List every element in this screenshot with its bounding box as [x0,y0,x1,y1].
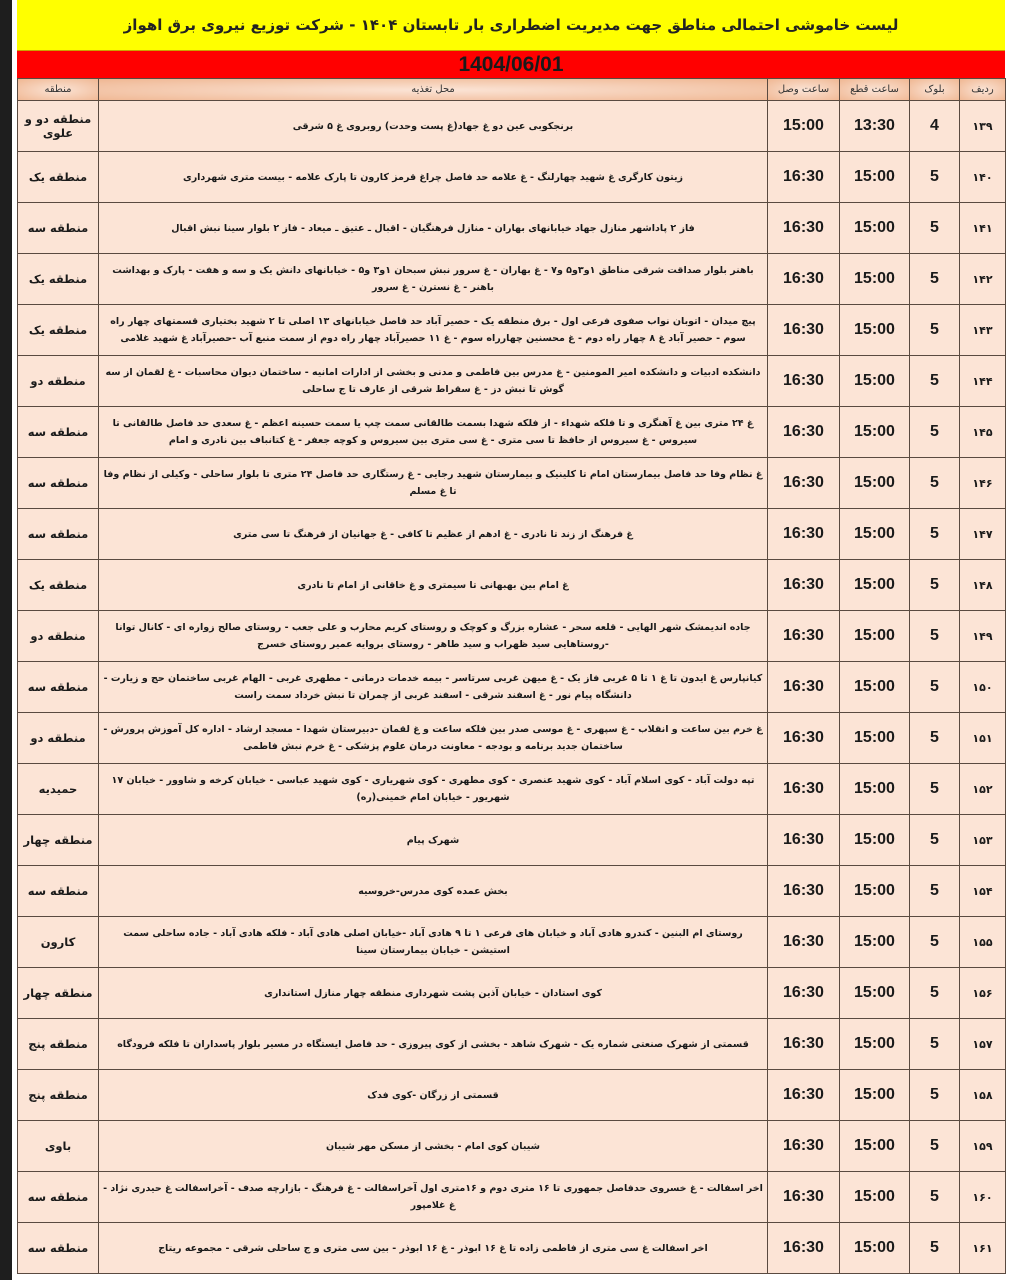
cut-time-cell: 15:00 [840,662,910,713]
cut-time-cell: 15:00 [840,458,910,509]
row-number-cell: ۱۵۲ [960,764,1006,815]
region-cell: منطقه سه [18,203,99,254]
cut-time-cell: 15:00 [840,917,910,968]
cut-time-cell: 15:00 [840,152,910,203]
table-row [18,254,1006,305]
region-cell: کارون [18,917,99,968]
table-row [18,866,1006,917]
cut-time-cell: 15:00 [840,1121,910,1172]
location-cell: شهرک پیام [99,815,768,866]
row-number-cell: ۱۴۰ [960,152,1006,203]
cut-time-cell: 15:00 [840,407,910,458]
cut-time-cell: 15:00 [840,1070,910,1121]
row-number-cell: ۱۴۲ [960,254,1006,305]
block-cell: 5 [910,713,960,764]
schedule-date: 1404/06/01 [458,52,564,76]
cut-time-cell: 15:00 [840,203,910,254]
row-number-cell: ۱۵۸ [960,1070,1006,1121]
row-number-cell: ۱۵۶ [960,968,1006,1019]
cut-time-cell: 15:00 [840,1172,910,1223]
table-row [18,152,1006,203]
cut-time-cell: 15:00 [840,1223,910,1274]
location-cell: باهنر بلوار صداقت شرقی مناطق ۱و۳و۵ و۷ - غ بهاران - غ سرور نبش سبحان ۱و۳ و۵ - خیابانهای دانش یک و سه و هفت - پارک و بهداشت باهنر - غ نسترن - غ سرور [99,254,768,305]
block-cell: 5 [910,407,960,458]
location-cell: غ امام بین بهبهانی تا سیمتری و غ خاقانی از امام تا نادری [99,560,768,611]
location-cell: شیبان کوی امام - بخشی از مسکن مهر شیبان [99,1121,768,1172]
block-cell: 5 [910,203,960,254]
block-cell: 5 [910,1172,960,1223]
block-cell: 5 [910,305,960,356]
reconnect-time-cell: 16:30 [768,560,840,611]
reconnect-time-cell: 16:30 [768,815,840,866]
row-number-cell: ۱۵۵ [960,917,1006,968]
table-row [18,1223,1006,1274]
block-cell: 5 [910,1019,960,1070]
location-cell: کیانپارس غ ایدون تا غ ۱ تا ۵ غربی فاز یک - غ میهن غربی سرتاسر - بیمه خدمات درمانی - مطهری غربی - الهام غربی ساختمان حج و زیارت - دانشگاه پیام نور - غ اسفند شرقی - اسفند غربی از چمران تا نبش خرداد سمت راست [99,662,768,713]
block-cell: 5 [910,1121,960,1172]
region-cell: منطقه سه [18,509,99,560]
reconnect-time-cell: 16:30 [768,152,840,203]
table-row [18,101,1006,152]
region-cell: منطقه سه [18,662,99,713]
cut-time-cell: 15:00 [840,611,910,662]
block-cell: 5 [910,356,960,407]
region-cell: منطقه یک [18,254,99,305]
reconnect-time-cell: 16:30 [768,713,840,764]
region-cell: منطقه سه [18,458,99,509]
cut-time-cell: 13:30 [840,101,910,152]
table-row [18,458,1006,509]
reconnect-time-cell: 16:30 [768,866,840,917]
reconnect-time-cell: 15:00 [768,101,840,152]
location-cell: جاده اندیمشک شهر الهایی - قلعه سحر - عشاره بزرگ و کوچک و روستای کریم محارب و علی جعب - روستای صالح زواره ای - کانال توانا -روستاهایی سید ظهراب و سید طاهر - روستای بروایه عمیر روستای خسرج [99,611,768,662]
row-number-cell: ۱۵۹ [960,1121,1006,1172]
row-number-cell: ۱۴۸ [960,560,1006,611]
block-cell: 5 [910,611,960,662]
table-row [18,1172,1006,1223]
block-cell: 5 [910,917,960,968]
reconnect-time-cell: 16:30 [768,764,840,815]
outage-schedule-sheet [17,0,1005,1274]
block-cell: 5 [910,560,960,611]
table-row [18,509,1006,560]
row-number-cell: ۱۶۰ [960,1172,1006,1223]
row-number-cell: ۱۵۱ [960,713,1006,764]
table-row [18,203,1006,254]
table-row [18,560,1006,611]
table-row [18,917,1006,968]
location-cell: روستای ام البنین - کندرو هادی آباد و خیابان های فرعی ۱ تا ۹ هادی آباد -خیابان اصلی هادی آباد - فلکه هادی آباد - جاده ساحلی سمت استیشن - خیابان بیمارستان سینا [99,917,768,968]
cut-time-cell: 15:00 [840,968,910,1019]
column-header-reconnect-time: ساعت وصل [768,79,840,101]
table-row [18,713,1006,764]
cut-time-cell: 15:00 [840,1019,910,1070]
location-cell: بخش عمده کوی مدرس-خروسیه [99,866,768,917]
cut-time-cell: 15:00 [840,560,910,611]
region-cell: منطقه چهار [18,968,99,1019]
block-cell: 5 [910,1070,960,1121]
location-cell: قسمتی از زرگان -کوی فدک [99,1070,768,1121]
title-text: لیست خاموشی احتمالی مناطق جهت مدیریت اضطراری بار تابستان ۱۴۰۴ - شرکت توزیع نیروی برق اهواز [123,16,899,34]
table-header-row [18,79,1006,101]
location-cell: کوی استادان - خیابان آذین پشت شهرداری منطقه چهار منازل استانداری [99,968,768,1019]
region-cell: منطقه یک [18,560,99,611]
region-cell: منطقه سه [18,1172,99,1223]
row-number-cell: ۱۵۷ [960,1019,1006,1070]
block-cell: 5 [910,866,960,917]
table-row [18,815,1006,866]
reconnect-time-cell: 16:30 [768,509,840,560]
reconnect-time-cell: 16:30 [768,305,840,356]
reconnect-time-cell: 16:30 [768,968,840,1019]
table-row [18,305,1006,356]
table-row [18,968,1006,1019]
left-edge-bar [0,0,12,1280]
block-cell: 5 [910,152,960,203]
table-body [18,101,1006,1274]
table-row [18,764,1006,815]
location-cell: زیتون کارگری غ شهید چهارلنگ - غ علامه حد فاصل چراغ قرمز کارون تا پارک علامه - بیست متری شهرداری [99,152,768,203]
region-cell: منطقه یک [18,152,99,203]
cut-time-cell: 15:00 [840,815,910,866]
block-cell: 5 [910,815,960,866]
row-number-cell: ۱۵۴ [960,866,1006,917]
region-cell: منطقه دو [18,611,99,662]
row-number-cell: ۱۴۱ [960,203,1006,254]
column-header-location: محل تغذیه [99,79,768,101]
table-row [18,611,1006,662]
cut-time-cell: 15:00 [840,254,910,305]
reconnect-time-cell: 16:30 [768,1223,840,1274]
reconnect-time-cell: 16:30 [768,1172,840,1223]
region-cell: منطقه سه [18,1223,99,1274]
cut-time-cell: 15:00 [840,764,910,815]
region-cell: منطقه سه [18,866,99,917]
reconnect-time-cell: 16:30 [768,356,840,407]
column-header-block: بلوک [910,79,960,101]
row-number-cell: ۱۴۹ [960,611,1006,662]
row-number-cell: ۱۴۵ [960,407,1006,458]
table-row [18,407,1006,458]
block-cell: 5 [910,968,960,1019]
region-cell: منطقه دو [18,713,99,764]
location-cell: قسمتی از شهرک صنعتی شماره یک - شهرک شاهد - بخشی از کوی پیروزی - حد فاصل ایستگاه در مسیر بلوار پاسداران تا فلکه فرودگاه [99,1019,768,1070]
reconnect-time-cell: 16:30 [768,407,840,458]
page-title [17,0,1005,51]
block-cell: 5 [910,458,960,509]
region-cell: منطقه یک [18,305,99,356]
region-cell: منطقه دو [18,356,99,407]
table-row [18,662,1006,713]
reconnect-time-cell: 16:30 [768,1121,840,1172]
location-cell: پیچ میدان - اتوبان نواب صفوی فرعی اول - برق منطقه یک - حصیر آباد حد فاصل خیابانهای ۱۳ اصلی تا ۲ شهید بختیاری قسمتهای چهار راه سوم - حصیر آباد غ ۸ چهار راه دوم - غ محسنین چهارراه سوم - غ ۱۱ حصیرآباد چهار راه دوم از سمت منبع آب -حصیرآباد غ شهید غلامی [99,305,768,356]
cut-time-cell: 15:00 [840,713,910,764]
block-cell: 5 [910,764,960,815]
reconnect-time-cell: 16:30 [768,203,840,254]
column-header-cut-time: ساعت قطع [840,79,910,101]
cut-time-cell: 15:00 [840,356,910,407]
column-header-row: ردیف [960,79,1006,101]
location-cell: غ ۲۴ متری بین غ آهنگری و تا فلکه شهداء - از فلکه شهدا بسمت طالقانی سمت چپ یا سمت حسینه اعظم - غ سعدی حد فاصل طالقانی تا سیروس - غ سیروس از حافظ تا سی متری - غ سی متری بین سیروس و کوچه جعفر - غ کتانباف بین نادری و امام [99,407,768,458]
region-cell: حمیدیه [18,764,99,815]
location-cell: غ نظام وفا حد فاصل بیمارستان امام تا کلینیک و بیمارستان شهید رجایی - غ رستگاری حد فاصل ۲۴ متری تا بلوار ساحلی - وکیلی از نظام وفا تا غ مسلم [99,458,768,509]
block-cell: 5 [910,254,960,305]
block-cell: 4 [910,101,960,152]
table-row [18,356,1006,407]
region-cell: منطقه سه [18,407,99,458]
row-number-cell: ۱۵۳ [960,815,1006,866]
reconnect-time-cell: 16:30 [768,254,840,305]
table-row [18,1019,1006,1070]
location-cell: تپه دولت آباد - کوی اسلام آباد - کوی شهید عنصری - کوی مطهری - کوی شهریاری - کوی شهید عباسی - خیابان کرخه و شاوور - خیابان ۱۷ شهریور - خیابان امام خمینی(ره) [99,764,768,815]
date-banner [17,51,1005,78]
reconnect-time-cell: 16:30 [768,611,840,662]
cut-time-cell: 15:00 [840,866,910,917]
reconnect-time-cell: 16:30 [768,1019,840,1070]
region-cell: باوی [18,1121,99,1172]
table-row [18,1070,1006,1121]
block-cell: 5 [910,509,960,560]
location-cell: فاز ۲ پاداشهر منازل جهاد خیابانهای بهاران - منازل فرهنگیان - اقبال ـ عتیق ـ میعاد - فاز ۲ بلوار سینا نبش اقبال [99,203,768,254]
location-cell: اخر اسفالت غ سی متری از فاطمی زاده تا غ ۱۶ ابوذر - غ ۱۶ ابوذر - بین سی متری و ج ساحلی شرقی - مجموعه ریتاج [99,1223,768,1274]
row-number-cell: ۱۴۷ [960,509,1006,560]
location-cell: اخر اسفالت - غ خسروی حدفاصل جمهوری تا ۱۶ متری دوم و ۱۶متری اول آخراسفالت - غ فرهنگ - بازارچه صدف - آخراسفالت غ حیدری نژاد - غ غلامپور [99,1172,768,1223]
reconnect-time-cell: 16:30 [768,662,840,713]
region-cell: منطقه پنج [18,1070,99,1121]
row-number-cell: ۱۶۱ [960,1223,1006,1274]
location-cell: غ خرم بین ساعت و انقلاب - غ سپهری - غ موسی صدر بین فلکه ساعت و غ لقمان -دبیرستان شهدا - مسجد ارشاد - اداره کل آموزش پرورش - ساختمان جدید برنامه و بودجه - معاونت درمان علوم پزشکی - غ خرم نبش فاطمی [99,713,768,764]
outage-table [17,78,1006,1274]
reconnect-time-cell: 16:30 [768,917,840,968]
location-cell: دانشکده ادبیات و دانشکده امیر المومنین - غ مدرس بین فاطمی و مدنی و بخشی از ادارات امانیه - ساختمان دیوان محاسبات - غ لقمان از سه گوش تا نبش دز - غ سقراط شرقی از عارف تا ج ساحلی [99,356,768,407]
cut-time-cell: 15:00 [840,305,910,356]
region-cell: منطقه چهار [18,815,99,866]
table-row [18,1121,1006,1172]
region-cell: منطقه دو و علوی [18,101,99,152]
row-number-cell: ۱۳۹ [960,101,1006,152]
location-cell: غ فرهنگ از زند تا نادری - غ ادهم از عظیم تا کافی - غ جهانیان از فرهنگ تا سی متری [99,509,768,560]
reconnect-time-cell: 16:30 [768,458,840,509]
row-number-cell: ۱۴۳ [960,305,1006,356]
region-cell: منطقه پنج [18,1019,99,1070]
row-number-cell: ۱۴۴ [960,356,1006,407]
column-header-region: منطقه [18,79,99,101]
row-number-cell: ۱۵۰ [960,662,1006,713]
block-cell: 5 [910,1223,960,1274]
block-cell: 5 [910,662,960,713]
location-cell: برنجکوبی عین دو غ جهاد(غ پست وحدت) روبروی غ ۵ شرقی [99,101,768,152]
cut-time-cell: 15:00 [840,509,910,560]
row-number-cell: ۱۴۶ [960,458,1006,509]
reconnect-time-cell: 16:30 [768,1070,840,1121]
